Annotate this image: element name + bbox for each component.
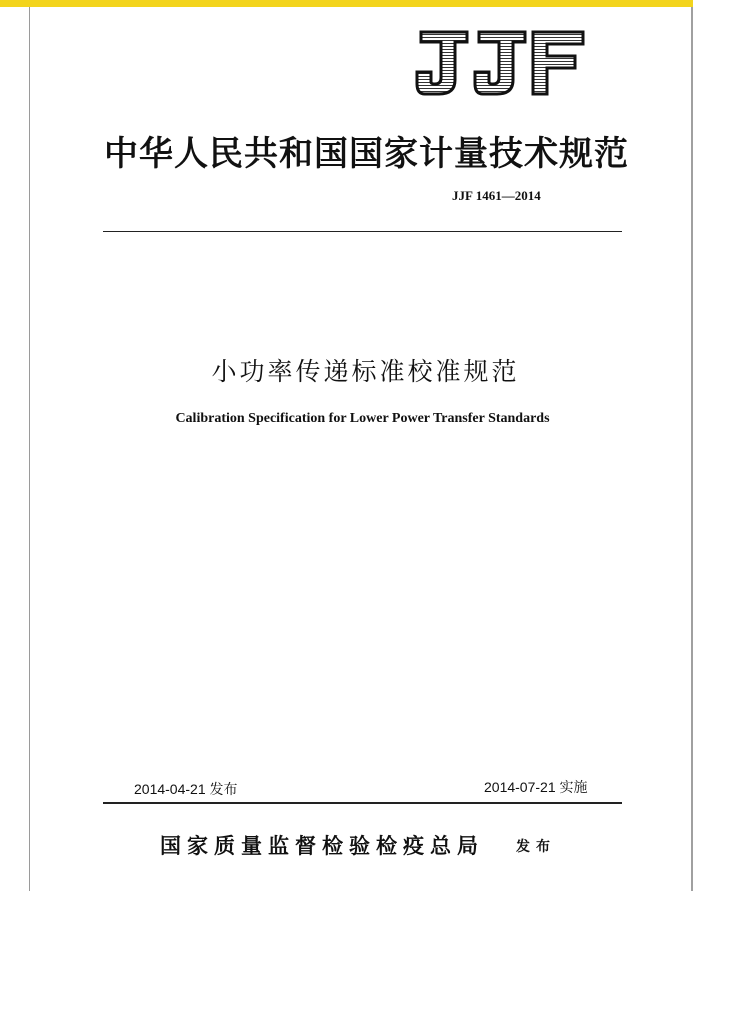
standard-code: JJF 1461—2014	[452, 188, 541, 203]
standard-series-title: 中华人民共和国国家计量技术规范	[104, 134, 629, 174]
header-divider	[103, 231, 622, 232]
publish-label: 发布	[516, 839, 556, 855]
effective-date: 2014-07-21 实施	[484, 779, 588, 795]
document-title-english: Calibration Specification for Lower Power Transfer Standards	[175, 411, 550, 426]
issue-date: 2014-04-21 发布	[134, 781, 238, 797]
publisher-name: 国家质量监督检验检疫总局	[160, 833, 484, 858]
page-edge-left	[29, 7, 30, 891]
top-banner	[0, 0, 693, 7]
footer-divider	[103, 802, 622, 804]
jjf-logo	[415, 28, 585, 100]
page-edge-right	[691, 7, 693, 891]
document-title-chinese: 小功率传递标准校准规范	[211, 357, 520, 386]
